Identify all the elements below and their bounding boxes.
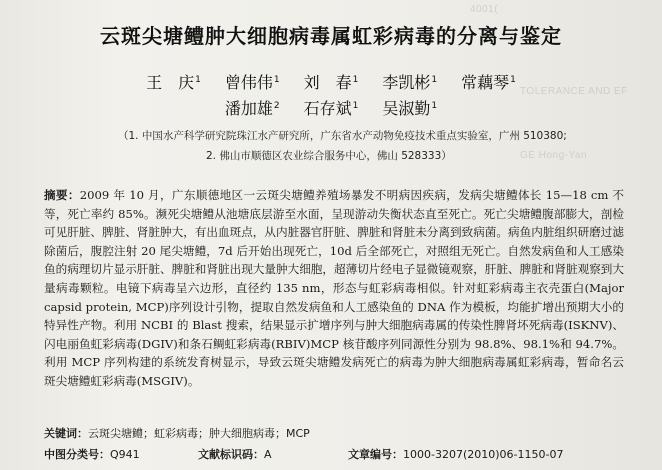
author	[382, 73, 437, 92]
classification-number	[44, 446, 140, 462]
author	[304, 99, 359, 118]
keywords-label: 关键词：	[44, 427, 88, 440]
bleed-through-texture: GE Hong-Yan	[520, 150, 588, 161]
author-affiliation-mark: 1	[273, 74, 280, 85]
author-name: 常藕琴	[461, 73, 510, 92]
authors-row-2	[0, 96, 662, 119]
affiliation-line-1: （1. 中国水产科学研究院珠江水产研究所，广东省水产动物免疫技术重点实验室，广州 510380;	[118, 130, 567, 142]
author-name: 潘加雄	[224, 99, 273, 118]
doc-code-value: A	[264, 448, 272, 461]
classification-value: Q941	[110, 448, 140, 461]
document-code	[198, 446, 272, 462]
author-affiliation-mark: 1	[431, 100, 438, 111]
author	[304, 73, 359, 92]
paper-title: 云斑尖塘鳢肿大细胞病毒属虹彩病毒的分离与鉴定	[100, 24, 562, 48]
author	[225, 99, 280, 118]
classification-label: 中图分类号：	[44, 448, 110, 461]
keywords	[44, 425, 310, 441]
keywords-text: 云斑尖塘鳢；虹彩病毒；肿大细胞病毒；MCP	[88, 427, 310, 440]
author-affiliation-mark: 1	[195, 74, 201, 85]
author-name: 王 庆	[146, 73, 195, 92]
author	[461, 73, 516, 92]
authors-row-1	[0, 70, 662, 93]
author-name: 曾伟伟	[224, 73, 273, 92]
author-name: 吴淑勤	[382, 99, 431, 118]
author	[146, 73, 201, 92]
bleed-through-texture: TOLERANCE AND EF	[520, 86, 628, 97]
article-id-label: 文章编号：	[348, 448, 403, 461]
author-name: 石存斌	[303, 99, 352, 118]
bleed-through-texture: 4001(	[470, 4, 499, 15]
doc-code-label: 文献标识码：	[198, 448, 264, 461]
author-affiliation-mark: 1	[431, 74, 438, 85]
abstract-text: 2009 年 10 月，广东顺德地区一云斑尖塘鳢养殖场暴发不明病因疾病，发病尖塘鳢体长 15—18 cm 不等，死亡率约 85%。濒死尖塘鳢从池塘底层游至水面，呈现游动失衡状态直至死亡。死亡尖塘鳢腹部膨大，剖检可见肝脏、脾脏、肾脏肿大，有出血斑点，从内脏器官肝脏、脾脏和肾脏未分离到致病菌。病鱼内脏组织研磨过滤除菌后，腹腔注射 20 尾尖塘鳢，7d 后开始出现死亡，10d 后全部死亡，对照组无死亡。自然发病鱼和人工感染鱼的病理切片显示肝脏、脾脏和肾脏出现大量肿大细胞，超薄切片经电子显微镜观察，肝脏、脾脏和肾脏观察到大量病毒颗粒。电镜下病毒呈六边形，直径约 135 nm，形态与虹彩病毒相似。针对虹彩病毒主衣壳蛋白(Major capsid protein, MCP)序列设计引物，提取自然发病鱼和人工感染鱼的 DNA 作为模板，均能扩增出预期大小的特异性产物。利用 NCBI 的 Blast 搜索，结果显示扩增序列与肿大细胞病毒属的传染性脾肾坏死病毒(ISKNV)、闪电丽鱼虹彩病毒(DGIV)和条石鲷虹彩病毒(RBIV)MCP 核苷酸序列同源性分别为 98.8%、98.1%和 94.7%。利用 MCP 序列构建的系统发育树显示，导致云斑尖塘鳢发病死亡的病毒为肿大细胞病毒属虹彩病毒，暂命名云斑尖塘鳢虹彩病毒(MSGIV)。	[44, 188, 624, 388]
author-affiliation-mark: 1	[510, 74, 516, 85]
affiliation-line-2: 2. 佛山市顺德区农业综合服务中心，佛山 528333）	[206, 150, 452, 162]
article-number	[348, 446, 563, 462]
author-affiliation-mark: 2	[273, 100, 280, 111]
author-affiliation-mark: 1	[352, 74, 359, 85]
author	[225, 73, 280, 92]
author-name: 刘 春	[303, 73, 352, 92]
author-affiliation-mark: 1	[352, 100, 359, 111]
article-id-value: 1000-3207(2010)06-1150-07	[403, 448, 564, 461]
author	[382, 99, 437, 118]
abstract-label: 摘要：	[44, 188, 80, 202]
abstract	[44, 186, 624, 391]
author-name: 李凯彬	[382, 73, 431, 92]
